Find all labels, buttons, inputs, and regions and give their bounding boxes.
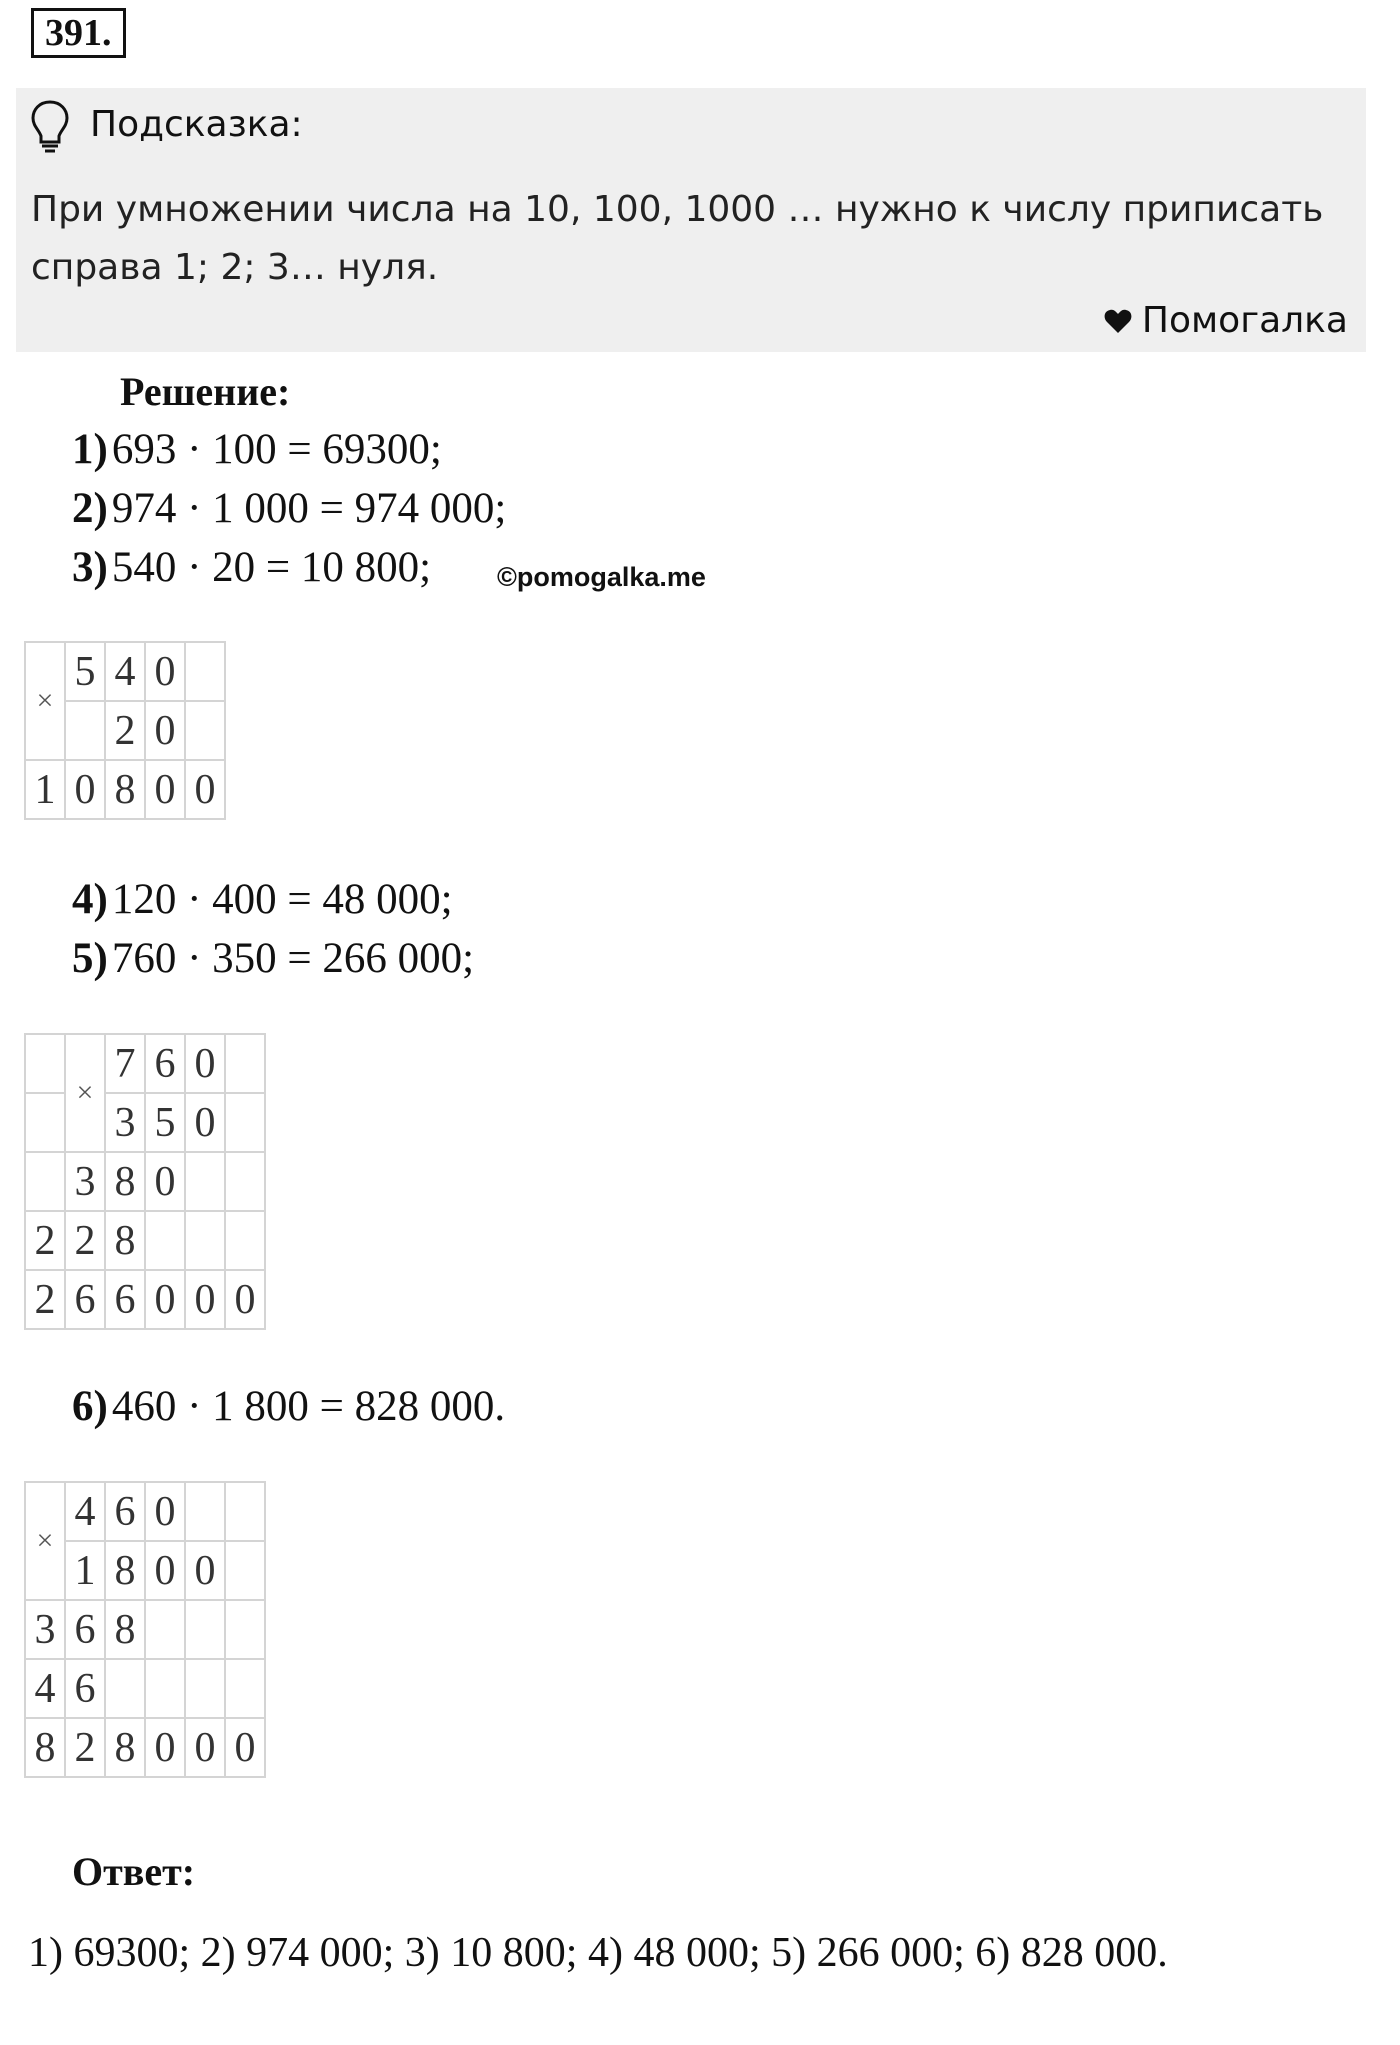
digit-cell (225, 1034, 265, 1093)
digit-cell (225, 1659, 265, 1718)
digit-cell (185, 701, 225, 760)
digit-cell: 6 (65, 1600, 105, 1659)
digit-cell: 0 (185, 1718, 225, 1777)
digit-cell: 2 (65, 1211, 105, 1270)
digit-cell: 1 (65, 1541, 105, 1600)
digit-cell (25, 1034, 65, 1093)
digit-cell: 2 (25, 1270, 65, 1329)
step-6: 6)460 · 1 800 = 828 000. (72, 1383, 506, 1430)
hint-title: Подсказка: (90, 104, 303, 145)
digit-cell (225, 1152, 265, 1211)
digit-cell: 1 (25, 760, 65, 819)
brand-label: Помогалка (1141, 300, 1348, 341)
digit-cell: 2 (65, 1718, 105, 1777)
digit-cell: 8 (25, 1718, 65, 1777)
digit-cell (225, 1482, 265, 1541)
digit-cell: 3 (105, 1093, 145, 1152)
digit-cell: 6 (105, 1270, 145, 1329)
multiply-sign: × (25, 1482, 65, 1600)
digit-cell (225, 1093, 265, 1152)
digit-cell: 0 (185, 760, 225, 819)
digit-cell: 3 (25, 1600, 65, 1659)
digit-cell: 8 (105, 1718, 145, 1777)
digit-cell: 5 (65, 642, 105, 701)
digit-cell: 0 (185, 1093, 225, 1152)
digit-cell: 6 (65, 1270, 105, 1329)
digit-cell (185, 1211, 225, 1270)
digit-cell: 8 (105, 1152, 145, 1211)
digit-cell: 0 (225, 1270, 265, 1329)
digit-cell: 8 (105, 760, 145, 819)
answer-heading: Ответ: (72, 1849, 196, 1894)
digit-cell (185, 1659, 225, 1718)
digit-cell: 5 (145, 1093, 185, 1152)
digit-cell (145, 1600, 185, 1659)
digit-cell: 8 (105, 1600, 145, 1659)
digit-cell: 0 (145, 760, 185, 819)
column-calc-540x20 (24, 641, 226, 820)
watermark: ©pomogalka.me (497, 562, 706, 592)
digit-cell: 6 (105, 1482, 145, 1541)
digit-cell (185, 642, 225, 701)
multiply-sign: × (65, 1034, 105, 1152)
digit-cell: 4 (105, 642, 145, 701)
digit-cell: 0 (145, 1541, 185, 1600)
digit-cell: 0 (185, 1270, 225, 1329)
digit-cell: 2 (105, 701, 145, 760)
digit-cell: 0 (145, 701, 185, 760)
digit-cell: 0 (185, 1541, 225, 1600)
digit-cell (25, 1093, 65, 1152)
hint-text: При умножении числа на 10, 100, 1000 … нужно к числу приписать справа 1; 2; 3… нуля. (31, 189, 1324, 288)
digit-cell: 0 (185, 1034, 225, 1093)
digit-cell: 0 (145, 1718, 185, 1777)
digit-cell: 0 (145, 1152, 185, 1211)
digit-cell (225, 1211, 265, 1270)
digit-cell: 7 (105, 1034, 145, 1093)
digit-cell (185, 1482, 225, 1541)
digit-cell: 0 (145, 1482, 185, 1541)
multiply-sign: × (25, 642, 65, 760)
digit-cell (65, 701, 105, 760)
digit-cell: 3 (65, 1152, 105, 1211)
solution-heading: Решение: (120, 369, 291, 414)
digit-cell (225, 1541, 265, 1600)
problem-number: 391. (31, 8, 126, 58)
digit-cell (225, 1600, 265, 1659)
digit-cell: 8 (105, 1211, 145, 1270)
step-3: 3)540 · 20 = 10 800; (72, 544, 432, 591)
digit-cell (145, 1659, 185, 1718)
column-calc-760x350 (24, 1033, 266, 1330)
step-4: 4)120 · 400 = 48 000; (72, 876, 453, 923)
digit-cell: 6 (65, 1659, 105, 1718)
digit-cell: 4 (65, 1482, 105, 1541)
digit-cell: 0 (65, 760, 105, 819)
step-2: 2)974 · 1 000 = 974 000; (72, 485, 507, 532)
digit-cell: 2 (25, 1211, 65, 1270)
digit-cell (105, 1659, 145, 1718)
digit-cell (145, 1211, 185, 1270)
digit-cell: 0 (145, 642, 185, 701)
step-1: 1)693 · 100 = 69300; (72, 426, 442, 473)
digit-cell: 0 (145, 1270, 185, 1329)
digit-cell: 8 (105, 1541, 145, 1600)
answer-text: 1) 69300; 2) 974 000; 3) 10 800; 4) 48 000; 5) 266 000; 6) 828 000. (28, 1930, 1168, 1976)
column-calc-460x1800 (24, 1481, 266, 1778)
digit-cell: 4 (25, 1659, 65, 1718)
digit-cell (25, 1152, 65, 1211)
digit-cell (185, 1152, 225, 1211)
digit-cell: 0 (225, 1718, 265, 1777)
brand-link[interactable] (1104, 296, 1348, 346)
step-5: 5)760 · 350 = 266 000; (72, 935, 475, 982)
digit-cell: 6 (145, 1034, 185, 1093)
heart-icon (1104, 308, 1132, 334)
lightbulb-icon (28, 98, 72, 154)
digit-cell (185, 1600, 225, 1659)
